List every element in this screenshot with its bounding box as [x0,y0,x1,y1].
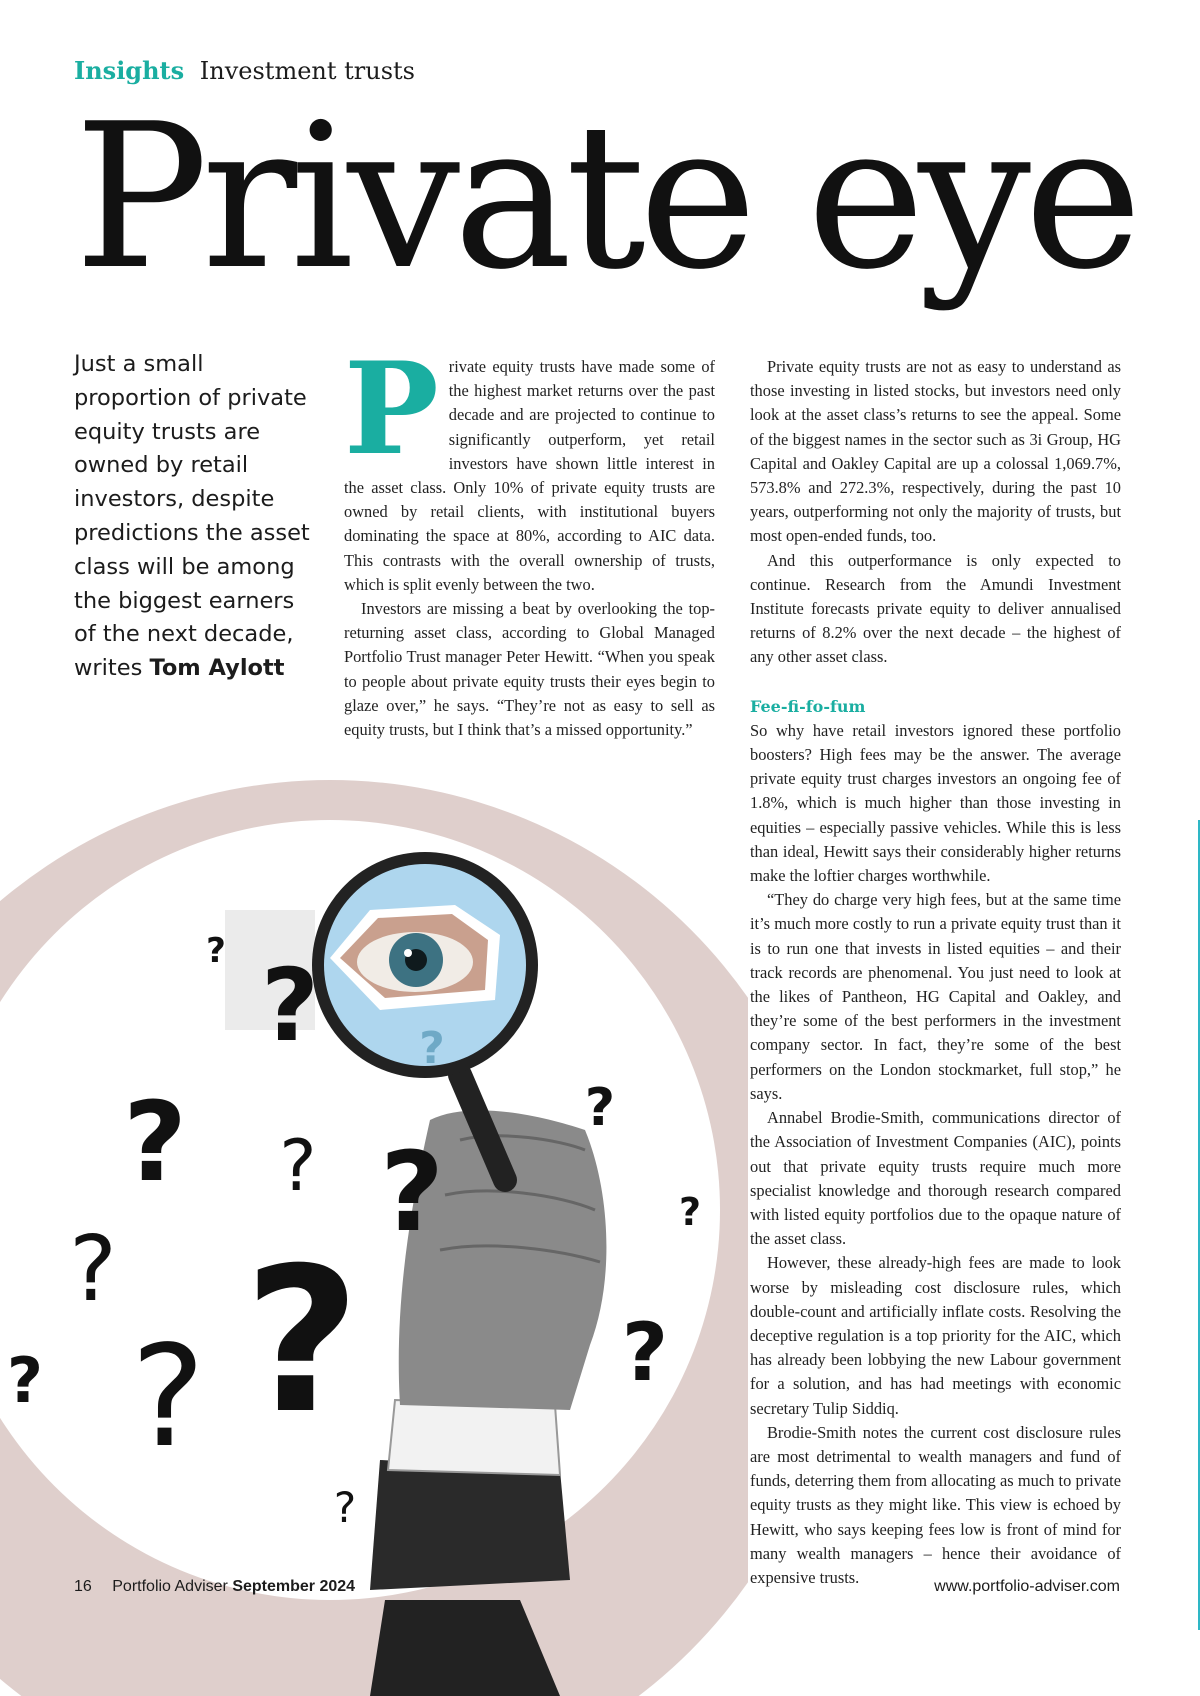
section-title: Investment trusts [199,57,415,85]
question-mark: ? [333,1483,357,1532]
article-paragraph: So why have retail investors ignored these portfolio boosters? High fees may be the answer. The average private equity trust charges investors an ongoing fee of 1.8%, which is much higher than those investing in equities – especially passive vehicles. While this is less than ideal, Hewitt says their considerably higher returns make the loftier charges worthwhile. [750,720,1121,886]
article-paragraph: “They do charge very high fees, but at the same time it’s much more costly to run a private equity trust than it is to run one that invests in listed equities – and their track records are phenomenal. You just need to look at the likes of Pantheon, HG Capital and Oakley, and they’re some of the best performers in the investment company sector. In fact, they’re some of the best performers on the London stockmarket, full stop,” he says. [750,890,1121,1103]
question-mark: ? [380,1128,444,1256]
jacket-sleeve [370,1460,570,1590]
standfirst-text: Just a small proportion of private equity trusts are owned by retail investors, despite predictions the asset class will be among the biggest earners of the next decade, writes [74,351,310,682]
section-kicker: Insights [74,56,185,85]
article-paragraph: However, these already-high fees are made to look worse by misleading cost disclosure rules, which double-count and artificially inflate costs. Resolving the deceptive regulation is a top priority for the AIC, which has already been lobbying the new Labour government for a solution, and has had meetings with economic secretary Tulip Siddiq. [750,1253,1121,1418]
footer-left [74,1578,355,1596]
question-mark: ? [678,1190,702,1234]
question-mark: ? [584,1078,616,1138]
eye-highlight [404,949,412,957]
article-paragraph: Investors are missing a beat by overlooking the top-returning asset class, according to Global Managed Portfolio Trust manager Peter Hewitt. “When you speak to people about private equity trusts their eyes begin to glaze over,” he says. “They’re not as easy to sell as equity trusts, but I think that’s a missed opportunity.” [344,599,715,740]
question-mark: ? [7,1344,43,1417]
question-mark: ? [69,1217,117,1322]
question-mark: ? [260,947,320,1064]
standfirst [74,348,314,686]
article-paragraph: Annabel Brodie-Smith, communications director of the Association of Investment Companies (AIC), points out that private equity trusts require much more specialist knowledge and thorough research compared with listed equity portfolios due to the opaque nature of the asset class. [750,1108,1121,1249]
article-column-1 [344,335,715,742]
question-mark: ? [130,1316,206,1479]
question-mark: ? [419,1023,445,1074]
paragraph-text: rivate equity trusts have made some of the highest market returns over the past decade and are projected to continue to significantly outperform, yet retail investors have shown little interest in the asset class. Only 10% of private equity trusts are owned by retail clients, with institutional buyers dominating the space at 80%, according to AIC data. This contrasts with the overall ownership of trusts, which is split evenly between the two. [344,357,715,594]
question-mark: ? [279,1125,317,1207]
article-column-2 [750,355,1121,1590]
drop-cap: P [344,335,439,483]
subheading: Fee-fi-fo-fum [750,696,866,716]
article-paragraph: Private equity trusts are not as easy to understand as those investing in listed stocks, but investors need only look at the asset class’s returns to see the appeal. Some of the biggest names in the sector such as 3i Group, HG Capital and Oakley Capital are up a colossal 1,069.7%, 573.8% and 272.3%, respectively, during the past 10 years, outperforming not only the majority of trusts, but most open-ended funds, too. [750,357,1121,546]
question-mark: ? [206,931,226,971]
headline: Private eye [74,81,1136,314]
article-paragraph: Brodie-Smith notes the current cost disclosure rules are most detrimental to wealth managers and fund of funds, deterring them from allocating as much to private equity trusts as they might like. This view is echoed by Hewitt, who says keeping fees low is front of mind for many wealth managers – hence their avoidance of expensive trusts. [750,1422,1121,1587]
article-paragraph [344,335,715,597]
issue-date: September 2024 [232,1578,356,1595]
question-mark: ? [621,1306,669,1399]
publication-name: Portfolio Adviser [112,1578,228,1595]
magnifying-glass-illustration [0,770,748,1696]
author-name: Tom Aylott [149,655,285,682]
page-number: 16 [74,1578,92,1595]
shirt-cuff [388,1400,560,1475]
question-mark: ? [123,1078,187,1206]
question-mark: ? [243,1225,361,1458]
website-url[interactable]: www.portfolio-adviser.com [934,1578,1120,1595]
article-paragraph: And this outperformance is only expected to continue. Research from the Amundi Investment Institute forecasts private equity to deliver annualised returns of 8.2% over the next decade – the highest of any other asset class. [750,550,1121,667]
